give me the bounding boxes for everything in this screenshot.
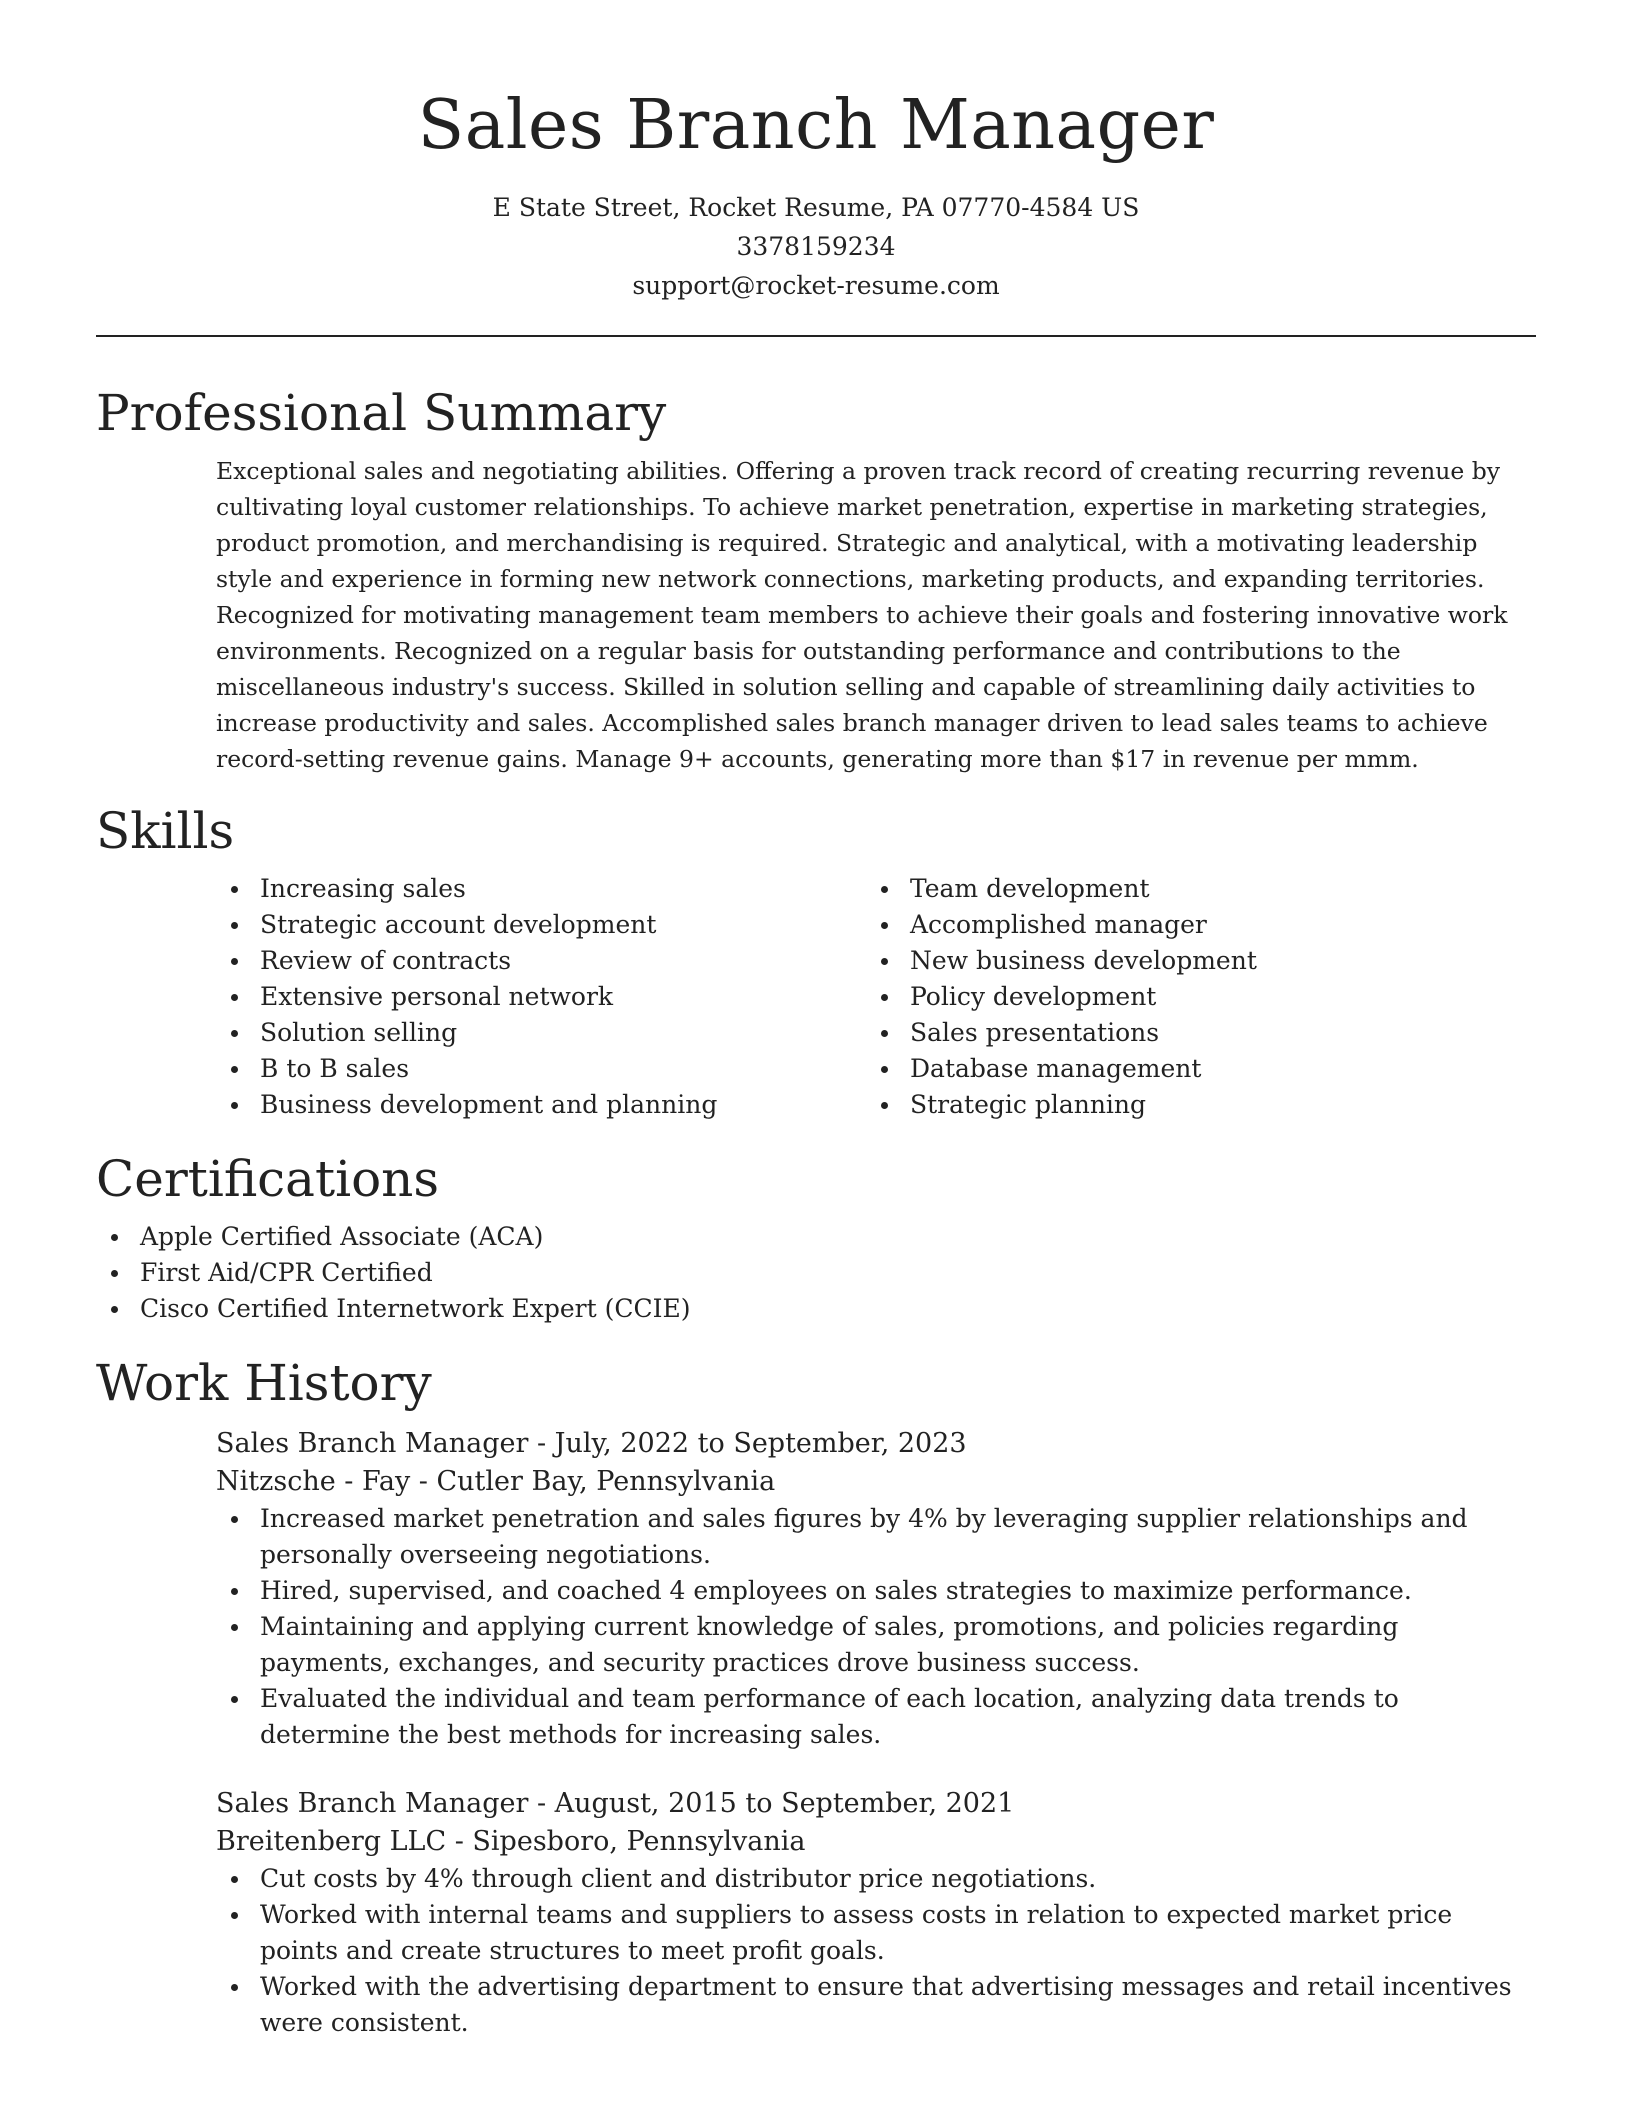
job-title-line: Sales Branch Manager - July, 2022 to September, 2023 <box>216 1428 967 1459</box>
job-bullet: Cut costs by 4% through client and distributor price negotiations. <box>216 1861 1536 1897</box>
skills-list <box>866 871 1516 1123</box>
skill-item: Database management <box>866 1051 1516 1087</box>
skill-item: Sales presentations <box>866 1015 1516 1051</box>
section-title: Professional Summary <box>96 384 667 442</box>
skill-item: New business development <box>866 943 1516 979</box>
job-bullet: Maintaining and applying current knowledge of sales, promotions, and policies regarding payments, exchanges, and security practices drove business success. <box>216 1609 1536 1681</box>
section-title: Work History <box>96 1354 432 1412</box>
skills-column-right <box>866 871 1516 1123</box>
phone-line: 3378159234 <box>736 232 896 261</box>
header-divider <box>96 335 1536 337</box>
jobs-container <box>216 1425 1536 2041</box>
resume-name: Sales Branch Manager <box>417 86 1215 165</box>
certification-item: Cisco Certified Internetwork Expert (CCIE) <box>96 1291 1536 1327</box>
email-line: support@rocket-resume.com <box>632 271 1000 300</box>
job-bullet: Increased market penetration and sales figures by 4% by leveraging supplier relationships and personally overseeing negotiations. <box>216 1501 1536 1573</box>
job-bullets <box>216 1501 1536 1753</box>
work-history-section <box>96 1351 1536 2041</box>
skill-item: Business development and planning <box>216 1087 866 1123</box>
job-title-line: Sales Branch Manager - August, 2015 to September, 2021 <box>216 1788 1015 1819</box>
skill-item: B to B sales <box>216 1051 866 1087</box>
skill-item: Increasing sales <box>216 871 866 907</box>
job-entry <box>216 1425 1536 1753</box>
contact-block <box>96 188 1536 305</box>
skill-item: Accomplished manager <box>866 907 1516 943</box>
job-bullet: Worked with internal teams and suppliers to assess costs in relation to expected market price points and create structures to meet profit goals. <box>216 1897 1536 1969</box>
job-bullet: Hired, supervised, and coached 4 employees on sales strategies to maximize performance. <box>216 1573 1536 1609</box>
summary-section <box>96 381 1536 777</box>
job-bullet: Worked with the advertising department to ensure that advertising messages and retail incentives were consistent. <box>216 1969 1536 2041</box>
resume-page <box>96 0 1536 2041</box>
skill-item: Extensive personal network <box>216 979 866 1015</box>
section-title: Certifications <box>96 1150 440 1208</box>
address-line: E State Street, Rocket Resume, PA 07770-4584 US <box>492 193 1140 222</box>
skill-item: Review of contracts <box>216 943 866 979</box>
section-title: Skills <box>96 802 235 860</box>
skills-column-left <box>216 871 866 1123</box>
job-bullets <box>216 1861 1536 2041</box>
skills-section <box>96 799 1536 1123</box>
job-entry <box>216 1785 1536 2041</box>
skills-list <box>216 871 866 1123</box>
skill-item: Policy development <box>866 979 1516 1015</box>
job-company-line: Breitenberg LLC - Sipesboro, Pennsylvania <box>216 1826 806 1857</box>
certification-item: First Aid/CPR Certified <box>96 1255 1536 1291</box>
skill-item: Strategic account development <box>216 907 866 943</box>
certifications-section <box>96 1147 1536 1327</box>
skill-item: Solution selling <box>216 1015 866 1051</box>
summary-text: Exceptional sales and negotiating abilities. Offering a proven track record of creating recurring revenue by cultivating loyal customer relationships. To achieve market penetration, expertise in marketing strategies, product promotion, and merchandising is required. Strategic and analytical, with a motivating leadership style and experience in forming new network connections, marketing products, and expanding territories. Recognized for motivating management team members to achieve their goals and fostering innovative work environments. Recognized on a regular basis for outstanding performance and contributions to the miscellaneous industry's success. Skilled in solution selling and capable of streamlining daily activities to increase productivity and sales. Accomplished sales branch manager driven to lead sales teams to achieve record-setting revenue gains. Manage 9+ accounts, generating more than $17 in revenue per mmm. <box>216 457 1508 773</box>
job-company-line: Nitzsche - Fay - Cutler Bay, Pennsylvania <box>216 1466 776 1497</box>
job-bullet: Evaluated the individual and team performance of each location, analyzing data trends to determine the best methods for increasing sales. <box>216 1681 1536 1753</box>
skill-item: Strategic planning <box>866 1087 1516 1123</box>
skill-item: Team development <box>866 871 1516 907</box>
skills-grid <box>216 871 1536 1123</box>
certifications-list <box>96 1219 1536 1327</box>
certification-item: Apple Certified Associate (ACA) <box>96 1219 1536 1255</box>
